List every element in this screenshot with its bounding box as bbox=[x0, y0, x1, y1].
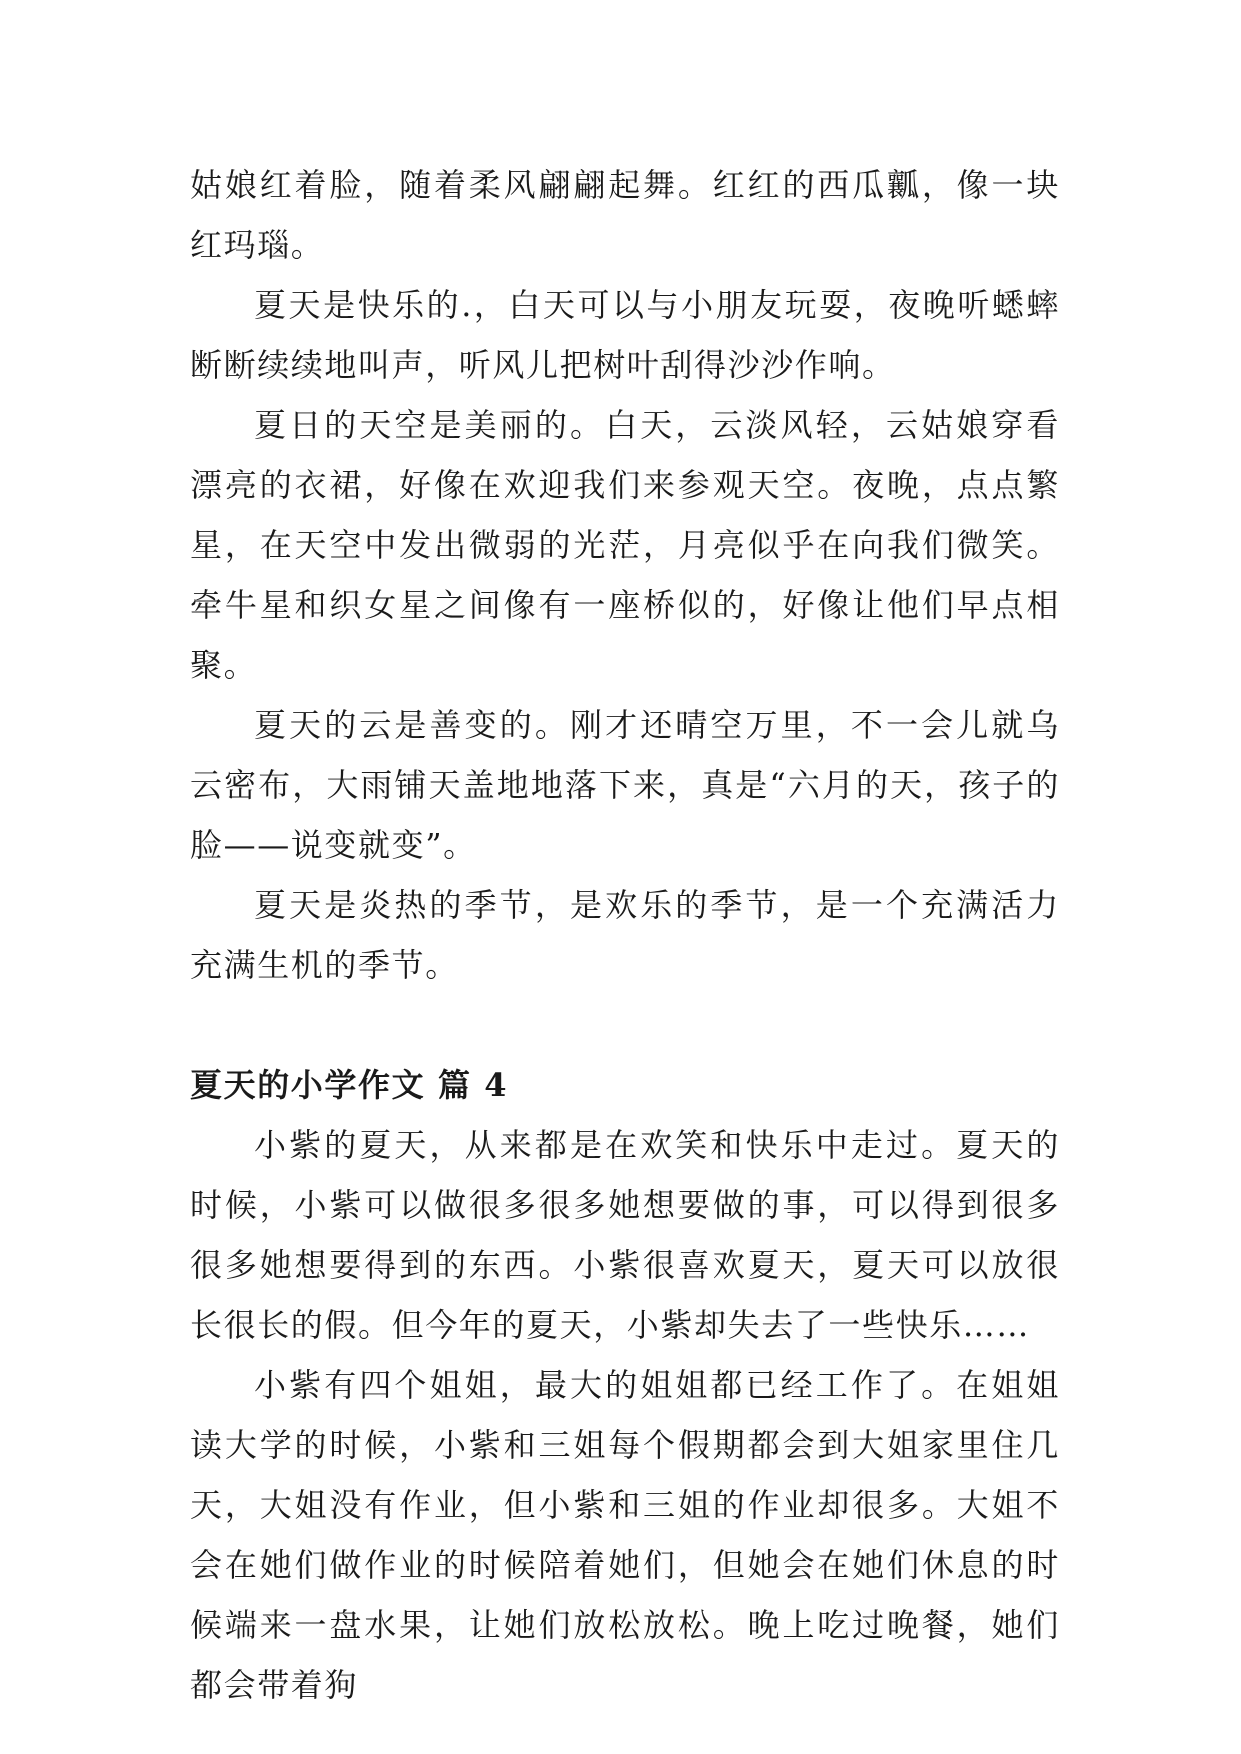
paragraph-continued: 姑娘红着脸，随着柔风翩翩起舞。红红的西瓜瓤，像一块红玛瑙。 bbox=[190, 166, 1060, 264]
paragraph: 夏天的云是善变的。刚才还晴空万里，不一会儿就乌云密布，大雨铺天盖地地落下来，真是“六月的天，孩子的脸——说变就变”。 bbox=[190, 706, 1060, 864]
section-heading: 夏天的小学作文 篇 4 bbox=[190, 1066, 509, 1104]
paragraph: 夏天是炎热的季节，是欢乐的季节，是一个充满活力充满生机的季节。 bbox=[190, 886, 1060, 984]
paragraph: 夏日的天空是美丽的。白天，云淡风轻，云姑娘穿看漂亮的衣裙，好像在欢迎我们来参观天空。夜晚，点点繁星，在天空中发出微弱的光茫，月亮似乎在向我们微笑。牵牛星和织女星之间像有一座桥似的，好像让他们早点相聚。 bbox=[190, 406, 1060, 684]
paragraph: 夏天是快乐的.，白天可以与小朋友玩耍，夜晚听蟋蟀断断续续地叫声，听风儿把树叶刮得沙沙作响。 bbox=[190, 286, 1060, 384]
document-page bbox=[190, 155, 1060, 1715]
paragraph: 小紫的夏天，从来都是在欢笑和快乐中走过。夏天的时候，小紫可以做很多很多她想要做的事，可以得到很多很多她想要得到的东西。小紫很喜欢夏天，夏天可以放很长很长的假。但今年的夏天，小紫却失去了一些快乐…… bbox=[190, 1126, 1060, 1344]
paragraph: 小紫有四个姐姐，最大的姐姐都已经工作了。在姐姐读大学的时候，小紫和三姐每个假期都会到大姐家里住几天，大姐没有作业，但小紫和三姐的作业却很多。大姐不会在她们做作业的时候陪着她们，但她会在她们休息的时候端来一盘水果，让她们放松放松。晚上吃过晚餐，她们都会带着狗 bbox=[190, 1366, 1060, 1704]
